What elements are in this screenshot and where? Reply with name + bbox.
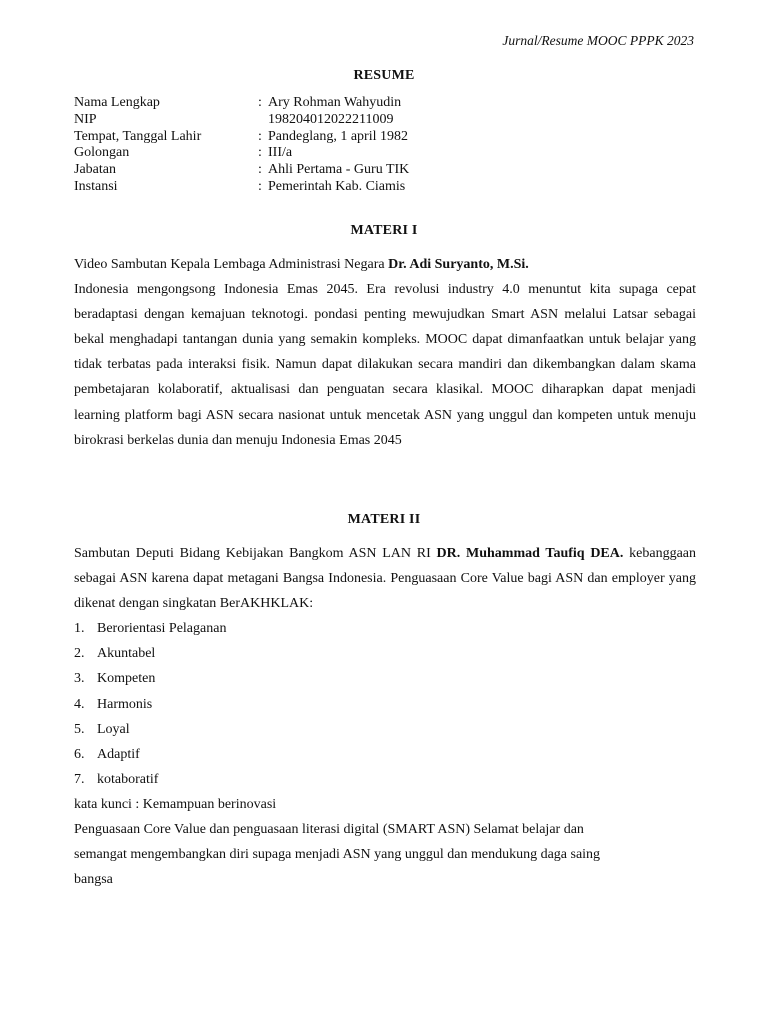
- materi-2-heading: MATERI II: [347, 512, 421, 527]
- materi-1-speaker: Dr. Adi Suryanto, M.Si.: [388, 257, 529, 272]
- list-item: [74, 641, 696, 666]
- profile-value: Pandeglang, 1 april 1982: [268, 128, 408, 144]
- list-number: 2.: [74, 646, 85, 662]
- profile-label: Nama Lengkap: [74, 95, 160, 110]
- keyword-line: kata kunci : Kemampuan berinovasi: [74, 797, 277, 812]
- profile-value: Pemerintah Kab. Ciamis: [268, 178, 406, 194]
- profile-separator: :: [258, 178, 262, 194]
- profile-label: Tempat, Tanggal Lahir: [74, 128, 202, 144]
- profile-label: Golongan: [74, 145, 130, 161]
- materi-1-intro-text: Video Sambutan Kepala Lembaga Administrasi Negara: [74, 257, 389, 272]
- profile-label: NIP: [74, 111, 97, 127]
- profile-row: [74, 162, 409, 179]
- profile-label: Instansi: [74, 178, 118, 194]
- list-text: Akuntabel: [97, 646, 156, 662]
- materi-2-body: kebanggaan sebagai ASN karena dapat metagani Bangsa Indonesia. Penguasaan Core Value bagi ASN dan employer yang dikenat dengan singkatan BerAKHKLAK:: [74, 546, 696, 612]
- list-item: [74, 616, 696, 641]
- closing-line: bangsa: [74, 872, 113, 888]
- materi-2-section: [74, 541, 696, 792]
- document-title: RESUME: [353, 68, 415, 83]
- materi-2-intro: [74, 541, 696, 616]
- list-number: 6.: [74, 746, 85, 762]
- list-text: Kompeten: [97, 671, 156, 687]
- materi-2-intro-text: Sambutan Deputi Bidang Kebijakan Bangkom ASN LAN RI: [74, 546, 437, 561]
- closing-line: Penguasaan Core Value dan penguasaan literasi digital (SMART ASN) Selamat belajar dan: [74, 822, 584, 838]
- profile-row: [74, 145, 409, 162]
- profile-separator: :: [258, 95, 262, 110]
- materi-1-body: Indonesia mengongsong Indonesia Emas 2045. Era revolusi industry 4.0 menuntut kita supaga cepat beradaptasi dengan kemajuan teknotogi. pondasi penting mewujudkan Smart ASN melalui Latsar sebagai bekal menghadapi tantangan dunia yang semakin kompleks. MOOC dapat dimanfaatkan untuk belajar yang tidak terbatas pada interaksi fisik. Namun dapat dilakukan secara mandiri dan dikembangkan dalam skama pembetajaran kolaboratif, aktualisasi dan penguatan secara klasikal. MOOC diharapkan dapat menjadi learning platform bagi ASN secara nasionat untuk mencetak ASN yang unggul dan kompeten untuk menuju birokrasi berkelas dunia dan menuju Indonesia Emas 2045: [74, 282, 696, 448]
- list-text: Adaptif: [97, 746, 140, 762]
- list-number: 5.: [74, 721, 85, 737]
- profile-separator: :: [258, 128, 262, 144]
- list-text: Harmonis: [97, 696, 153, 712]
- profile-row: [74, 95, 409, 112]
- materi-1-heading: MATERI I: [350, 223, 418, 238]
- profile-table: [74, 95, 409, 196]
- materi-2-closing: [74, 792, 696, 892]
- closing-line: semangat mengembangkan diri supaga menjadi ASN yang unggul dan mendukung daga saing: [74, 847, 601, 863]
- profile-value: Ary Rohman Wahyudin: [268, 95, 402, 110]
- list-number: 3.: [74, 671, 85, 687]
- materi-2-speaker: DR. Muhammad Taufiq DEA.: [436, 546, 624, 561]
- header-note: Jurnal/Resume MOOC PPPK 2023: [502, 33, 694, 48]
- materi-1-intro: [74, 252, 696, 277]
- profile-row: [74, 129, 409, 146]
- list-text: kotaboratif: [97, 771, 159, 787]
- profile-row: [74, 179, 409, 196]
- list-number: 1.: [74, 621, 85, 637]
- profile-label: Jabatan: [74, 162, 116, 178]
- core-values-list: [74, 616, 696, 792]
- profile-value: Ahli Pertama - Guru TIK: [268, 162, 410, 178]
- list-item: [74, 717, 696, 742]
- profile-row: [74, 112, 409, 129]
- profile-separator: [258, 112, 268, 129]
- profile-separator: :: [258, 162, 262, 178]
- materi-1-section: [74, 252, 696, 453]
- list-number: 7.: [74, 771, 85, 787]
- list-item: [74, 692, 696, 717]
- profile-separator: :: [258, 145, 262, 161]
- list-number: 4.: [74, 696, 85, 712]
- list-item: [74, 767, 696, 792]
- list-item: [74, 666, 696, 691]
- list-text: Loyal: [97, 721, 130, 737]
- list-text: Berorientasi Pelaganan: [97, 621, 227, 637]
- profile-value: 198204012022211009: [268, 111, 394, 127]
- profile-value: III/a: [268, 145, 293, 161]
- list-item: [74, 742, 696, 767]
